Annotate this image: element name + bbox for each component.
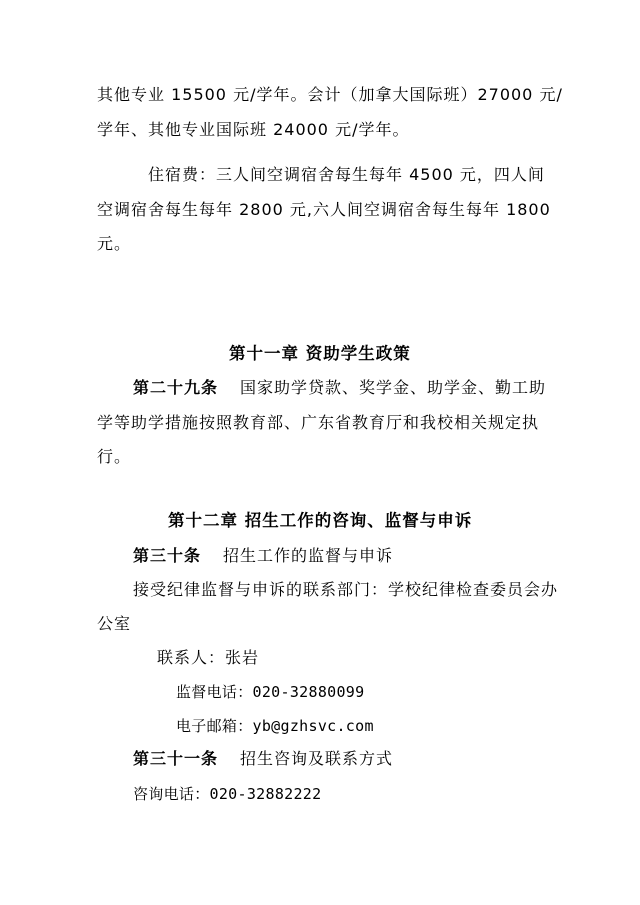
article-29-label: 第二十九条: [133, 378, 219, 397]
consultation-phone: 咨询电话：020-32882222: [133, 785, 322, 803]
supervision-phone: 监督电话：020-32880099: [176, 683, 365, 701]
article-30-text: 招生工作的监督与申诉: [223, 546, 394, 565]
article-29-text: 国家助学贷款、奖学金、助学金、勤工助: [240, 378, 547, 397]
accommodation-line-2: 空调宿舍每生每年 2800 元,六人间空调宿舍每生每年 1800: [97, 200, 551, 219]
article-29-line-3: 行。: [97, 447, 132, 466]
article-31-line: [133, 748, 393, 770]
article-31-text: 招生咨询及联系方式: [240, 749, 394, 768]
article-30-line: [133, 545, 393, 567]
accommodation-line-1: 住宿费：三人间空调宿舍每生每年 4500 元，四人间: [148, 165, 545, 184]
article-31-label: 第三十一条: [133, 749, 219, 768]
complaint-dept-line-1: 接受纪律监督与申诉的联系部门：学校纪律检查委员会办: [133, 580, 559, 599]
contact-person: 联系人：张岩: [157, 648, 260, 667]
fees-line-1: 其他专业 15500 元/学年。会计（加拿大国际班）27000 元/: [97, 85, 563, 104]
accommodation-line-3: 元。: [97, 234, 132, 253]
article-30-label: 第三十条: [133, 546, 202, 565]
chapter-11-title: 第十一章 资助学生政策: [229, 344, 411, 363]
fees-line-2: 学年、其他专业国际班 24000 元/学年。: [97, 120, 410, 139]
complaint-dept-line-2: 公室: [97, 614, 132, 633]
chapter-12-title: 第十二章 招生工作的咨询、监督与申诉: [168, 511, 473, 530]
article-29-line-1: [133, 377, 546, 399]
article-29-line-2: 学等助学措施按照教育部、广东省教育厅和我校相关规定执: [97, 413, 540, 432]
email: 电子邮箱：yb@gzhsvc.com: [176, 717, 374, 735]
